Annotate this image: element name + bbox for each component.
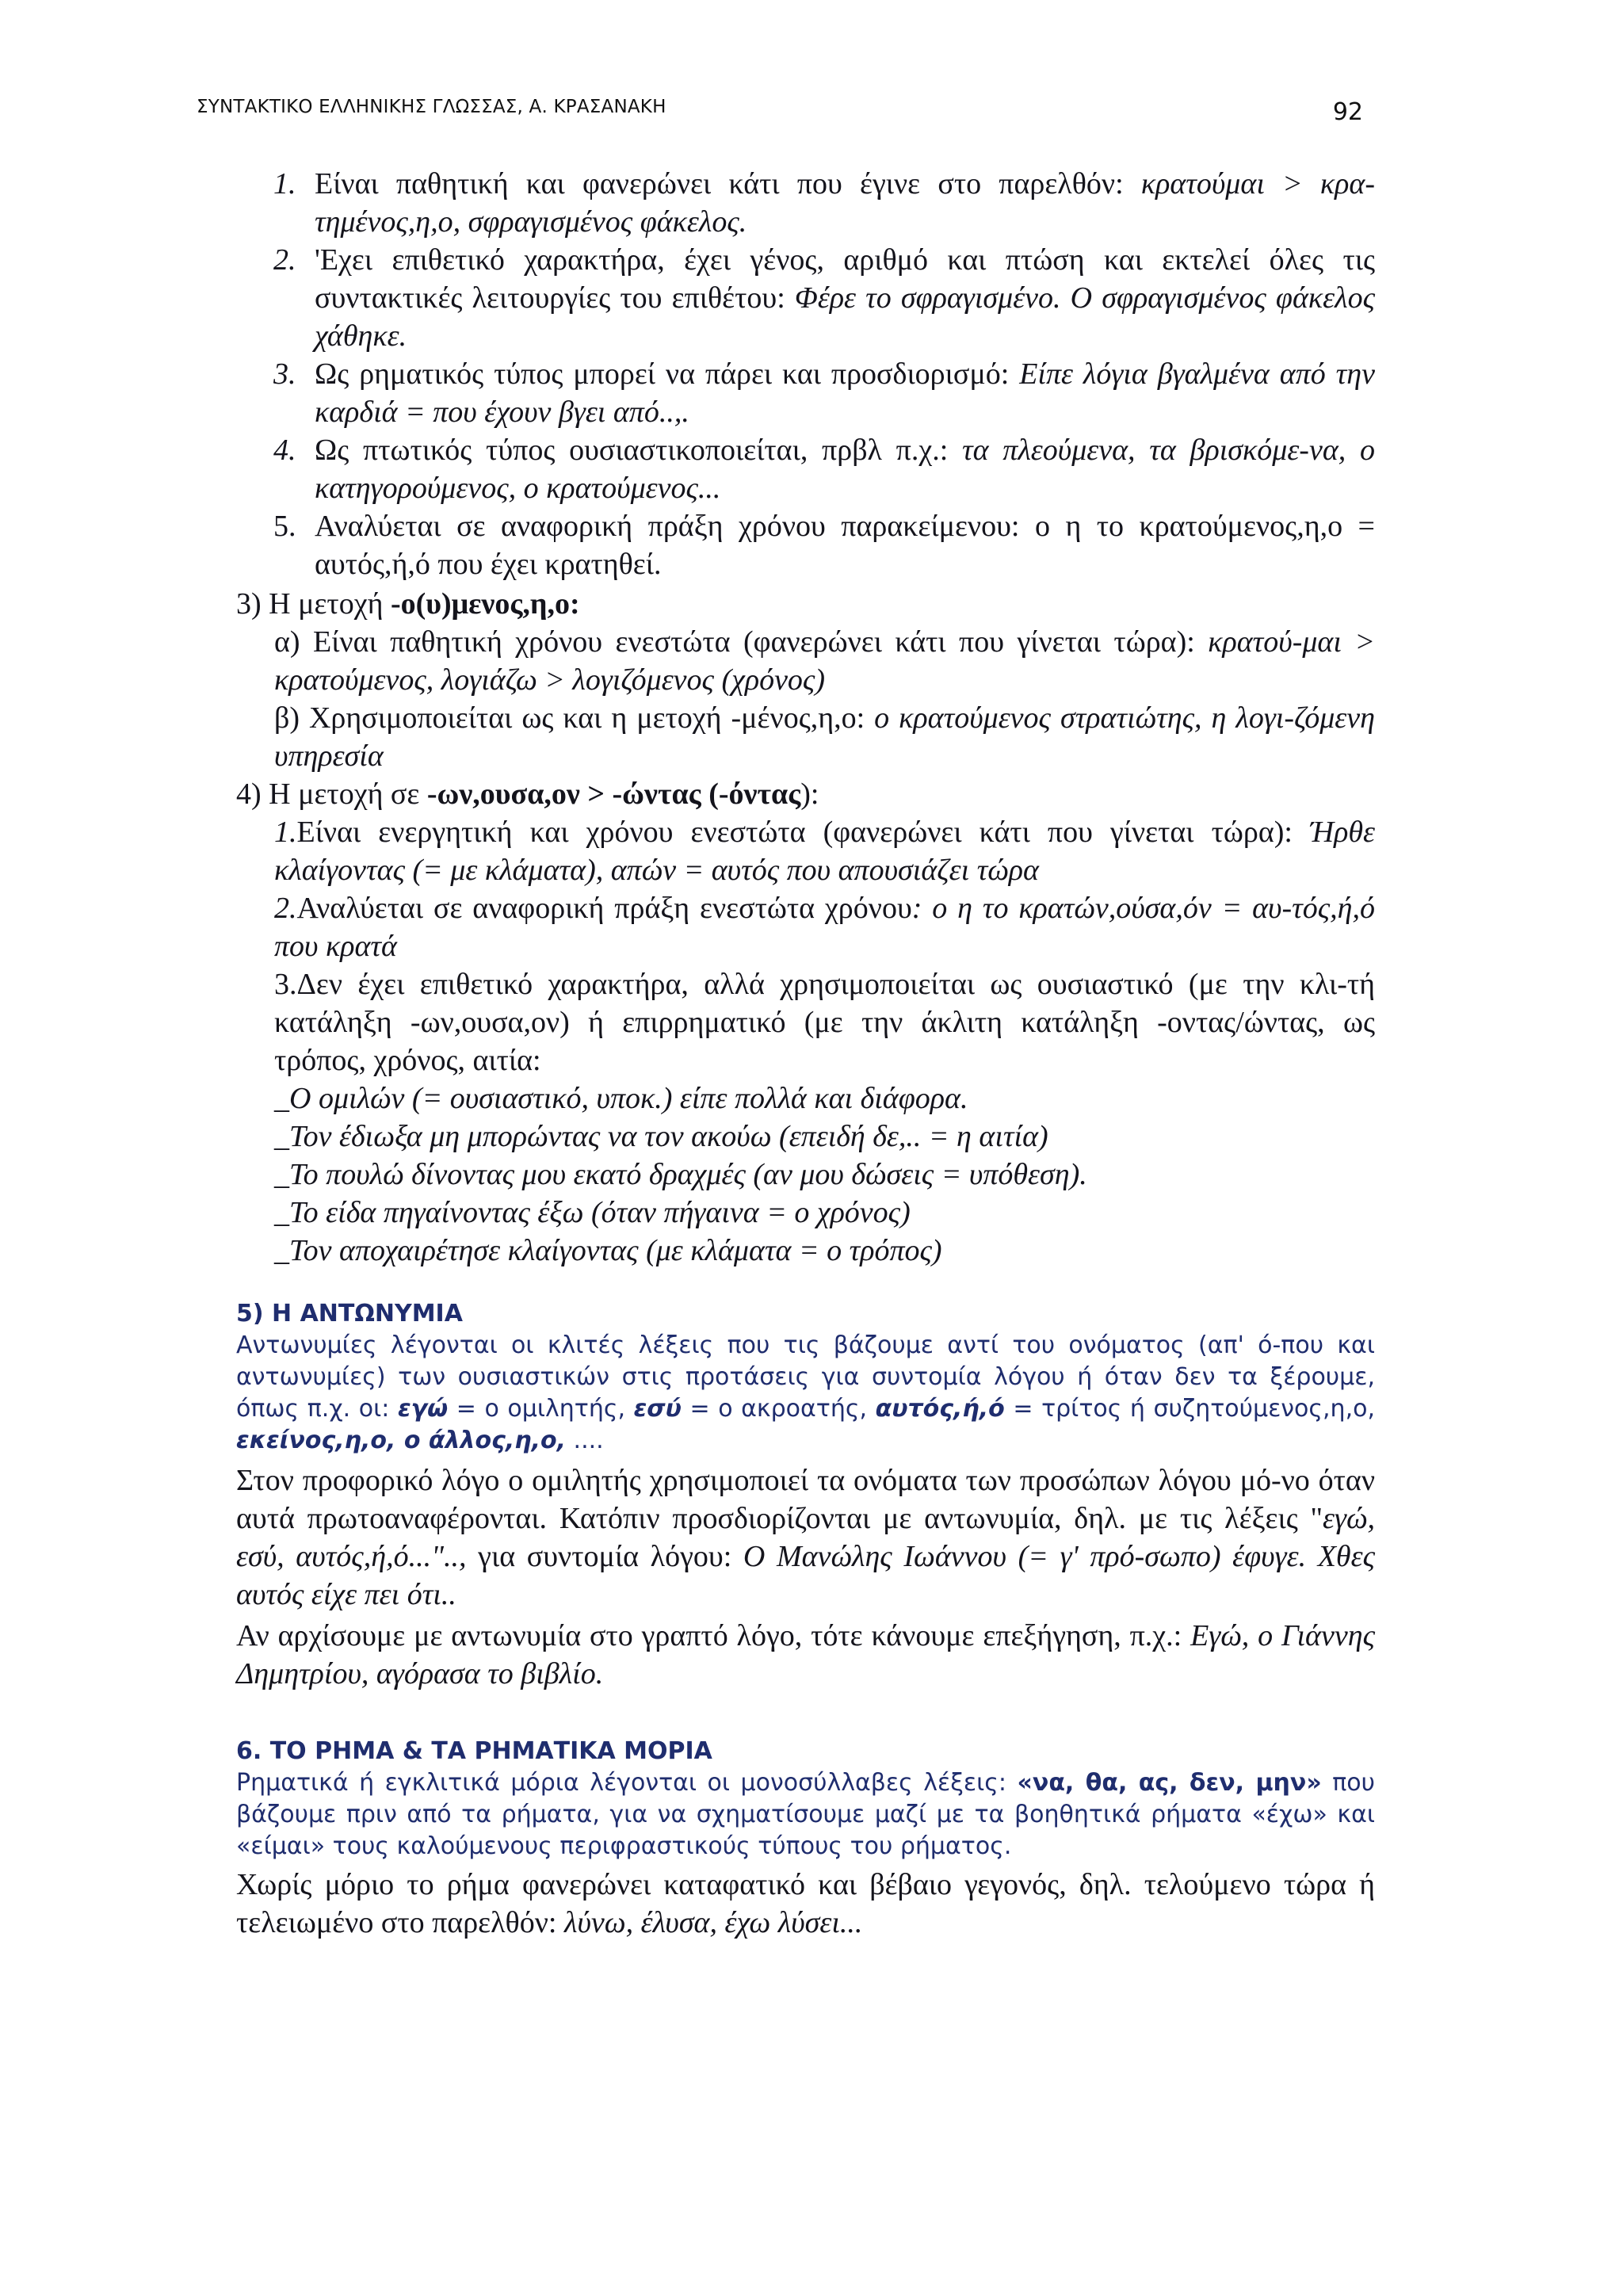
example-line: _Τον αποχαιρέτησε κλαίγοντας (με κλάματα = ο τρόπος) bbox=[274, 1234, 942, 1267]
participle-list bbox=[273, 165, 1375, 583]
page-header bbox=[197, 97, 1377, 128]
section-4-item-2: 2.Αναλύεται σε αναφορική πράξη ενεστώτα χρόνου: ο η το κρατών,ούσα,όν = αυ-τός,ή,ό που κρατά bbox=[274, 892, 1376, 963]
section-6 bbox=[236, 1736, 1375, 1942]
section-5-paragraph-3: Αν αρχίσουμε με αντωνυμία στο γραπτό λόγο, τότε κάνουμε επεξήγηση, π.χ.: Εγώ, ο Γιάννης Δημητρίου, αγόρασα το βιβλίο. bbox=[236, 1619, 1375, 1690]
section-5-heading: 5) Η ΑΝΤΩΝΥΜΙΑ bbox=[236, 1300, 463, 1328]
list-item: 2. 'Εχει επιθετικό χαρακτήρα, έχει γένος, αριθμό και πτώση και εκτελεί όλες τις συντακτικές λειτουργίες του επιθέτου: Φέρε το σφραγισμένο. Ο σφραγισμένος φάκελος χάθηκε. bbox=[273, 243, 1375, 353]
list-item: 1. Είναι παθητική και φανερώνει κάτι που έγινε στο παρελθόν: κρατούμαι > κρα-τημένος,η,ο, σφραγισμένος φάκελος. bbox=[273, 167, 1375, 239]
section-3-item-b: β) Χρησιμοποιείται ως και η μετοχή -μένος,η,ο: ο κρατούμενος στρατιώτης, η λογι-ζόμενη υπηρεσία bbox=[274, 701, 1375, 773]
section-3 bbox=[236, 585, 1375, 775]
header-title: ΣΥΝΤΑΚΤΙΚΟ ΕΛΛΗΝΙΚΗΣ ΓΛΩΣΣΑΣ, Α. ΚΡΑΣΑΝΑΚΗ bbox=[197, 97, 666, 117]
example-line: _Το πουλώ δίνοντας μου εκατό δραχμές (αν μου δώσεις = υπόθεση). bbox=[274, 1158, 1087, 1191]
example-line: _Ο ομιλών (= ουσιαστικό, υποκ.) είπε πολλά και διάφορα. bbox=[274, 1082, 968, 1115]
list-item: 3. Ως ρηματικός τύπος μπορεί να πάρει και προσδιορισμό: Είπε λόγια βγαλμένα από την καρδιά = που έχουν βγει από..,. bbox=[273, 357, 1375, 429]
section-6-heading: 6. ΤΟ ΡΗΜΑ & ΤΑ ΡΗΜΑΤΙΚΑ ΜΟΡΙΑ bbox=[236, 1737, 712, 1765]
section-5 bbox=[236, 1298, 1375, 1693]
section-3-title: 3) Η μετοχή -ο(υ)μενος,η,ο: bbox=[236, 587, 580, 621]
section-5-paragraph-2: Στον προφορικό λόγο ο ομιλητής χρησιμοποιεί τα ονόματα των προσώπων λόγου μό-νο όταν αυτά πρωτοαναφέρονται. Κατόπιν προσδιορίζονται με αντωνυμία, δηλ. με τις λέξεις "εγώ, εσύ, αυτός,ή,ό...".., για συντομία λόγου: Ο Μανώλης Ιωάννου (= γ' πρό-σωπο) έφυγε. Χθες αυτός είχε πει ότι.. bbox=[236, 1464, 1375, 1611]
section-4-title: 4) Η μετοχή σε -ων,ουσα,ον > -ώντας (-όντας): bbox=[236, 777, 819, 811]
example-line: _Τον έδιωξα μη μπορώντας να τον ακούω (επειδή δε,.. = η αιτία) bbox=[274, 1120, 1048, 1153]
example-line: _Το είδα πηγαίνοντας έξω (όταν πήγαινα = ο χρόνος) bbox=[274, 1196, 911, 1229]
section-6-paragraph-1: Ρηματικά ή εγκλιτικά μόρια λέγονται οι μονοσύλλαβες λέξεις: «να, θα, ας, δεν, μην» που βάζουμε πριν από τα ρήματα, για να σχηματίσουμε μαζί με τα βοηθητικά ρήματα «έχω» και «είμαι» τους καλούμενους περιφραστικούς τύπους του ρήματος. bbox=[236, 1769, 1375, 1860]
list-item: 4. Ως πτωτικός τύπος ουσιαστικοποιείται, πρβλ π.χ.: τα πλεούμενα, τα βρισκόμε-να, ο κατηγορούμενος, ο κρατούμενος... bbox=[273, 434, 1375, 505]
section-4 bbox=[236, 775, 1375, 1270]
section-3-item-a: α) Είναι παθητική χρόνου ενεστώτα (φανερώνει κάτι που γίνεται τώρα): κρατού-μαι > κρατούμενος, λογιάζω > λογιζόμενος (χρόνος) bbox=[274, 625, 1376, 697]
section-4-item-3: 3.Δεν έχει επιθετικό χαρακτήρα, αλλά χρησιμοποιείται ως ουσιαστικό (με την κλι-τή κατάληξη -ων,ουσα,ον) ή επιρρηματικό (με την άκλιτη κατάληξη -οντας/ώντας, ως τρόπος, χρόνος, αιτία: bbox=[274, 968, 1375, 1077]
section-6-paragraph-2: Χωρίς μόριο το ρήμα φανερώνει καταφατικό και βέβαιο γεγονός, δηλ. τελούμενο τώρα ή τελειωμένο στο παρελθόν: λύνω, έλυσα, έχω λύσει... bbox=[236, 1868, 1375, 1939]
section-4-item-1: 1.Είναι ενεργητική και χρόνου ενεστώτα (φανερώνει κάτι που γίνεται τώρα): Ήρθε κλαίγοντας (= με κλάματα), απών = αυτός που απουσιάζει τώρα bbox=[274, 816, 1375, 887]
section-5-paragraph-1: Αντωνυμίες λέγονται οι κλιτές λέξεις που τις βάζουμε αντί του ονόματος (απ' ό-που και αντωνυμίες) των ουσιαστικών στις προτάσεις για συντομία λόγου ή όταν δεν τα ξέρουμε, όπως π.χ. οι: εγώ = ο ομιλητής, εσύ = ο ακροατής, αυτός,ή,ό = τρίτος ή συζητούμενος,η,ο, εκείνος,η,ο, ο άλλος,η,ο, .... bbox=[236, 1331, 1375, 1454]
page-number: 92 bbox=[1332, 98, 1363, 126]
list-item: 5. Αναλύεται σε αναφορική πράξη χρόνου παρακείμενου: ο η το κρατούμενος,η,ο = αυτός,ή,ό που έχει κρατηθεί. bbox=[273, 510, 1375, 581]
